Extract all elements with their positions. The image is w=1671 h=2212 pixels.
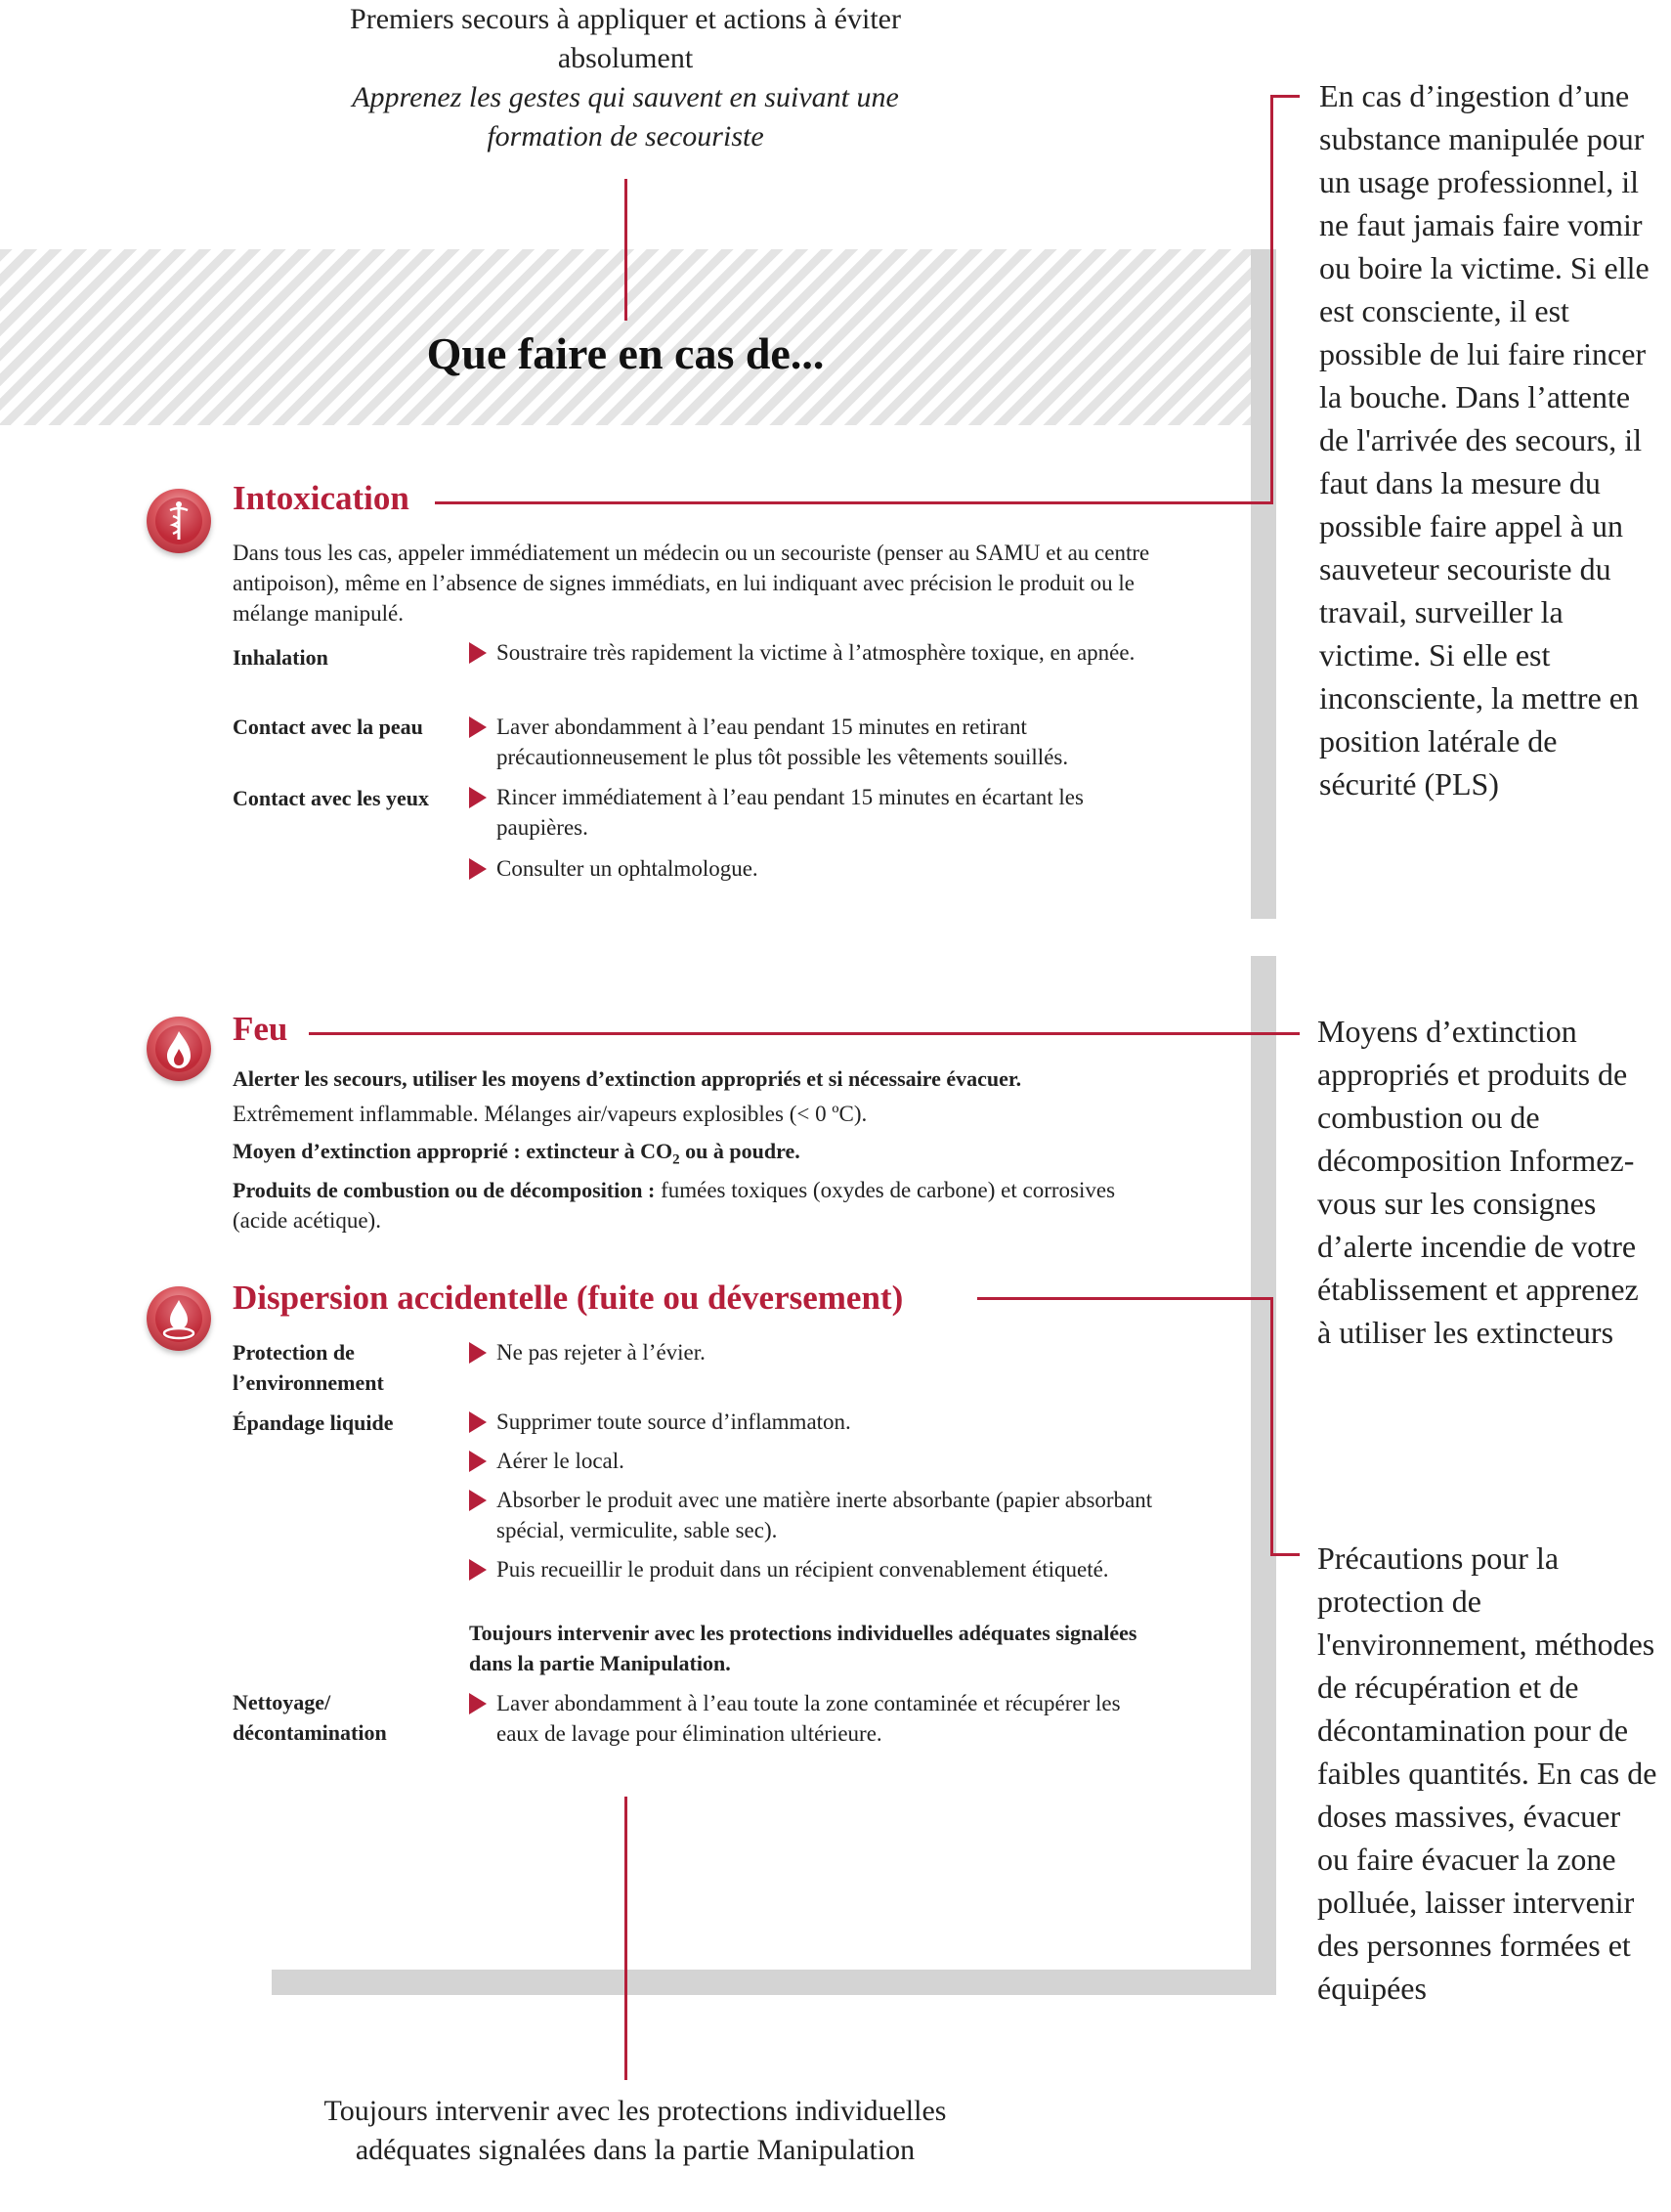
triangle-bullet-icon bbox=[469, 1411, 487, 1433]
bullet-item: Puis recueillir le produit dans un récipient convenablement étiqueté. bbox=[469, 1554, 1153, 1584]
triangle-bullet-icon bbox=[469, 1559, 487, 1581]
top-callout-line2: Apprenez les gestes qui sauvent en suivant une formation de secouriste bbox=[352, 81, 899, 152]
feu-moyen-extinction: Moyen d’extinction approprié : extincteur à $CO_2$ ou à poudre. bbox=[233, 1139, 800, 1168]
feu-produits: Produits de combustion ou de décomposition : fumées toxiques (oxydes de carbone) et corrosives (acide acétique). bbox=[233, 1178, 1116, 1233]
dispersion-warning: Toujours intervenir avec les protections individuelles adéquates signalées dans la partie Manipulation. bbox=[469, 1621, 1137, 1675]
bullet-item: Aérer le local. bbox=[469, 1446, 1153, 1476]
bullet-item: Supprimer toute source d’inflammaton. bbox=[469, 1407, 1153, 1437]
page-shadow-bottom bbox=[272, 1970, 1276, 1995]
bottom-callout: Toujours intervenir avec les protections individuelles adéquates signalées dans la partie Manipulation bbox=[323, 2095, 947, 2166]
section-title-feu: Feu bbox=[233, 1010, 288, 1048]
triangle-bullet-icon bbox=[469, 1451, 487, 1472]
label-contact-peau: Contact avec la peau bbox=[233, 715, 423, 739]
triangle-bullet-icon bbox=[469, 716, 487, 738]
top-callout bbox=[313, 0, 938, 156]
section-title-intoxication: Intoxication bbox=[233, 479, 409, 517]
section-title-dispersion: Dispersion accidentelle (fuite ou déversement) bbox=[233, 1279, 904, 1317]
dispersion-connector-tick bbox=[1270, 1553, 1300, 1556]
bullet-item: Laver abondamment à l’eau pendant 15 minutes en retirant précautionneusement le plus tôt possible les vêtements souillés. bbox=[469, 712, 1153, 772]
bullet-item: Soustraire très rapidement la victime à l’atmosphère toxique, en apnée. bbox=[469, 637, 1153, 668]
top-connector-line bbox=[624, 179, 627, 321]
triangle-bullet-icon bbox=[469, 1490, 487, 1511]
flame-icon bbox=[147, 1017, 211, 1081]
label-nettoyage: Nettoyage/ décontamination bbox=[233, 1690, 387, 1745]
intoxication-connector-tick bbox=[1270, 95, 1300, 98]
label-epandage-liquide: Épandage liquide bbox=[233, 1410, 394, 1435]
dispersion-connector-v bbox=[1270, 1297, 1273, 1556]
label-inhalation: Inhalation bbox=[233, 645, 328, 670]
top-callout-line1: Premiers secours à appliquer et actions à éviter absolument bbox=[350, 3, 901, 74]
feu-alert: Alerter les secours, utiliser les moyens d’extinction appropriés et si nécessaire évacuer. bbox=[233, 1066, 1022, 1091]
intoxication-intro: Dans tous les cas, appeler immédiatement un médecin ou un secouriste (penser au SAMU et au centre antipoison), même en l’absence de signes immédiats, en lui indiquant avec précision le produit ou le mélange manipulé. bbox=[233, 541, 1150, 626]
bullet-item: Rincer immédiatement à l’eau pendant 15 minutes en écartant les paupières. bbox=[469, 782, 1153, 843]
bullet-item: Consulter un ophtalmologue. bbox=[469, 853, 1153, 884]
bottom-connector-line bbox=[624, 1797, 627, 2080]
page-title: Que faire en cas de... bbox=[426, 328, 825, 378]
bullet-item: Laver abondamment à l’eau toute la zone contaminée et récupérer les eaux de lavage pour élimination ultérieure. bbox=[469, 1688, 1153, 1749]
intoxication-connector-h bbox=[435, 501, 1270, 504]
bullet-item: Ne pas rejeter à l’évier. bbox=[469, 1337, 1153, 1367]
triangle-bullet-icon bbox=[469, 1693, 487, 1714]
triangle-bullet-icon bbox=[469, 787, 487, 808]
dispersion-connector-h bbox=[977, 1297, 1270, 1300]
side-note-ingestion: En cas d’ingestion d’une substance manipulée pour un usage professionnel, il ne faut jamais faire vomir ou boire la victime. Si elle est consciente, il est possible de lui faire rincer la bouche. Dans l’attente de l'arrivée des secours, il faut dans la mesure du possible faire appel à un sauveteur secouriste du travail, surveiller la victime. Si elle est inconsciente, la mettre en position latérale de sécurité (PLS) bbox=[1319, 78, 1650, 802]
caduceus-icon bbox=[147, 489, 211, 553]
feu-flammable: Extrêmement inflammable. Mélanges air/vapeurs explosibles (< 0 ºC). bbox=[233, 1102, 868, 1126]
side-note-precautions: Précautions pour la protection de l'environnement, méthodes de récupération et de décontamination pour de faibles quantités. En cas de doses massives, évacuer ou faire évacuer la zone polluée, laisser intervenir des personnes formées et équipées bbox=[1317, 1540, 1657, 2006]
triangle-bullet-icon bbox=[469, 642, 487, 664]
droplet-icon bbox=[147, 1286, 211, 1351]
label-protection-environnement: Protection de l’environnement bbox=[233, 1340, 384, 1395]
side-note-extinction: Moyens d’extinction appropriés et produits de combustion ou de décomposition Informez-vous sur les consignes d’alerte incendie de votre établissement et apprenez à utiliser les extincteurs bbox=[1317, 1014, 1639, 1350]
bullet-item: Absorber le produit avec une matière inerte absorbante (papier absorbant spécial, vermiculite, sable sec). bbox=[469, 1485, 1153, 1545]
feu-connector-line bbox=[309, 1032, 1300, 1035]
triangle-bullet-icon bbox=[469, 858, 487, 880]
triangle-bullet-icon bbox=[469, 1342, 487, 1364]
intoxication-connector-v bbox=[1270, 95, 1273, 504]
label-contact-yeux: Contact avec les yeux bbox=[233, 786, 430, 810]
